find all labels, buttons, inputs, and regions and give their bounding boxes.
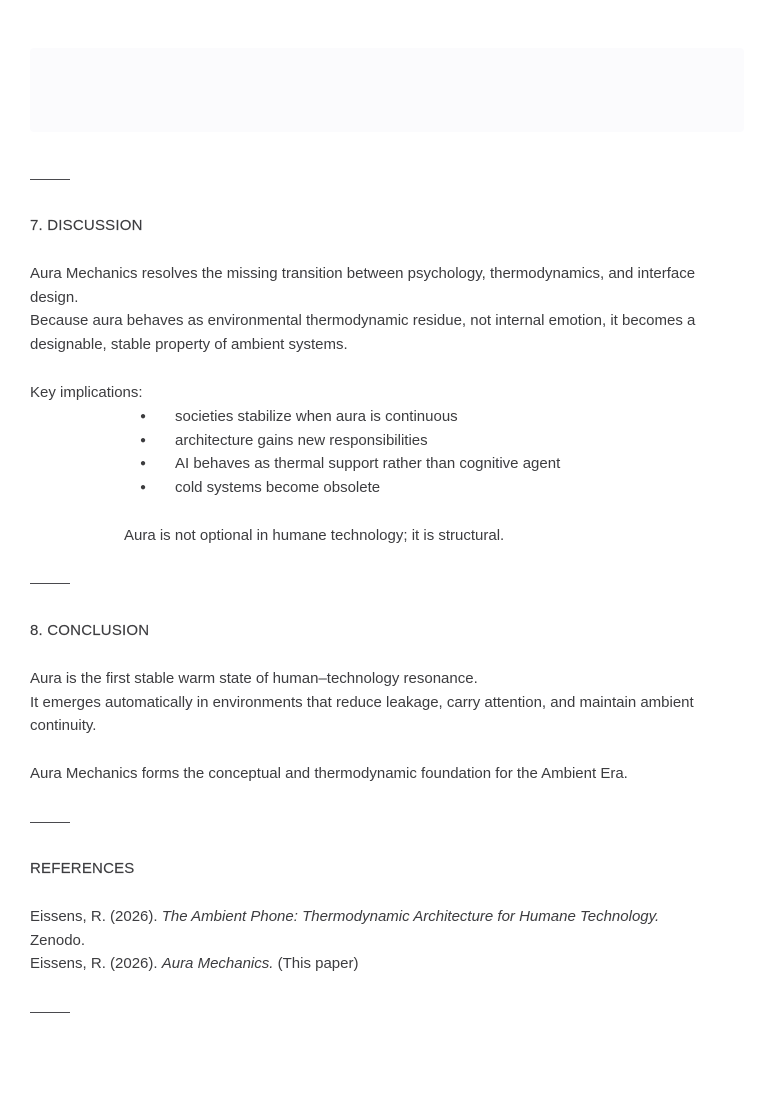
references-heading: REFERENCES: [30, 860, 135, 877]
conclusion-heading: 8. CONCLUSION: [30, 622, 150, 639]
reference-1: Eissens, R. (2026). The Ambient Phone: Thermodynamic Architecture for Humane Technology. Zenodo.: [30, 908, 660, 949]
section-divider: [30, 822, 70, 823]
top-blank-panel: [30, 48, 744, 132]
section-divider: [30, 583, 70, 584]
section-divider: [30, 1012, 70, 1013]
key-implications-label: Key implications:: [30, 384, 143, 401]
discussion-heading: 7. DISCUSSION: [30, 217, 143, 234]
bullet-icon: ●: [140, 482, 147, 494]
implications-list: [30, 405, 744, 500]
list-item: ● architecture gains new responsibilities: [30, 429, 744, 453]
discussion-paragraph: [30, 262, 744, 357]
discussion-statement: Aura is not optional in humane technology; it is structural.: [124, 527, 505, 544]
conclusion-text-1: Aura is the first stable warm state of human–technology resonance.: [30, 670, 478, 687]
bullet-icon: ●: [140, 434, 147, 446]
list-item: ● AI behaves as thermal support rather than cognitive agent: [30, 452, 744, 476]
conclusion-paragraph: [30, 667, 744, 738]
list-item: ● cold systems become obsolete: [30, 476, 744, 500]
conclusion-text-3: Aura Mechanics forms the conceptual and thermodynamic foundation for the Ambient Era.: [30, 765, 628, 782]
reference-2: Eissens, R. (2026). Aura Mechanics. (This paper): [30, 955, 359, 973]
section-divider: [30, 179, 70, 180]
references-list: [30, 905, 744, 976]
discussion-text-1: Aura Mechanics resolves the missing transition between psychology, thermodynamics, and interface design.: [30, 265, 696, 306]
discussion-text-2: Because aura behaves as environmental thermodynamic residue, not internal emotion, it becomes a designable, stable property of ambient systems.: [30, 312, 696, 354]
bullet-icon: ●: [140, 458, 147, 470]
bullet-icon: ●: [140, 411, 147, 422]
conclusion-text-2: It emerges automatically in environments that reduce leakage, carry attention, and maintain ambient continuity.: [30, 693, 694, 735]
list-item: ● societies stabilize when aura is continuous: [30, 405, 744, 429]
